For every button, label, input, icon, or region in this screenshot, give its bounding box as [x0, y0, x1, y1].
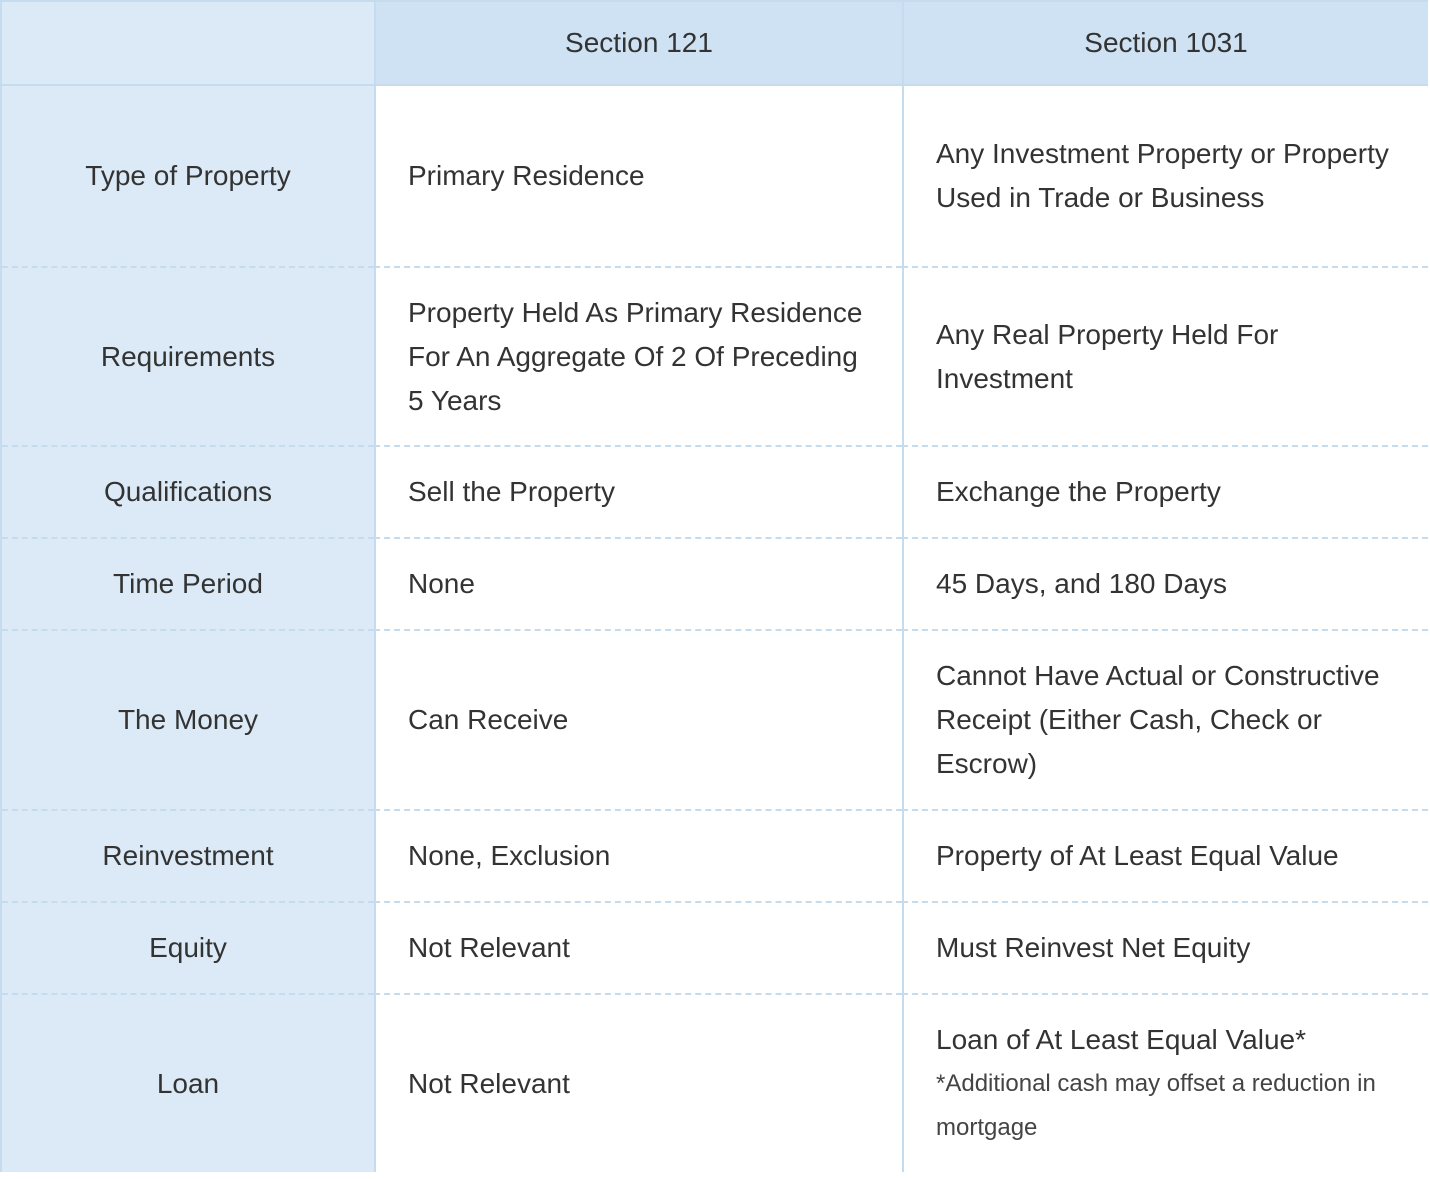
cell-121-time-period: None [374, 537, 902, 629]
loan-value-stack [936, 1018, 1406, 1150]
cell-1031-time-period: 45 Days, and 180 Days [902, 537, 1428, 629]
cell-1031-requirements: Any Real Property Held For Investment [902, 266, 1428, 445]
cell-1031-loan-text: Loan of At Least Equal Value* [936, 1023, 1306, 1055]
cell-1031-loan [902, 993, 1428, 1172]
cell-121-qualifications: Sell the Property [374, 445, 902, 537]
cell-121-type-of-property: Primary Residence [374, 86, 902, 266]
cell-121-reinvestment: None, Exclusion [374, 809, 902, 901]
cell-1031-the-money: Cannot Have Actual or Constructive Receipt (Either Cash, Check or Escrow) [902, 629, 1428, 809]
loan-footnote: *Additional cash may offset a reduction in mortgage [936, 1069, 1376, 1141]
cell-121-equity: Not Relevant [374, 901, 902, 993]
header-corner-cell [2, 2, 374, 86]
cell-121-requirements: Property Held As Primary Residence For An Aggregate Of 2 Of Preceding 5 Years [374, 266, 902, 445]
row-label-the-money: The Money [2, 629, 374, 809]
header-section-1031: Section 1031 [902, 2, 1428, 86]
cell-1031-equity: Must Reinvest Net Equity [902, 901, 1428, 993]
row-label-equity: Equity [2, 901, 374, 993]
cell-1031-type-of-property: Any Investment Property or Property Used in Trade or Business [902, 86, 1428, 266]
row-label-reinvestment: Reinvestment [2, 809, 374, 901]
cell-1031-qualifications: Exchange the Property [902, 445, 1428, 537]
row-label-requirements: Requirements [2, 266, 374, 445]
cell-121-the-money: Can Receive [374, 629, 902, 809]
cell-121-loan: Not Relevant [374, 993, 902, 1172]
row-label-type-of-property: Type of Property [2, 86, 374, 266]
row-label-time-period: Time Period [2, 537, 374, 629]
row-label-qualifications: Qualifications [2, 445, 374, 537]
cell-1031-reinvestment: Property of At Least Equal Value [902, 809, 1428, 901]
row-label-loan: Loan [2, 993, 374, 1172]
header-section-121: Section 121 [374, 2, 902, 86]
